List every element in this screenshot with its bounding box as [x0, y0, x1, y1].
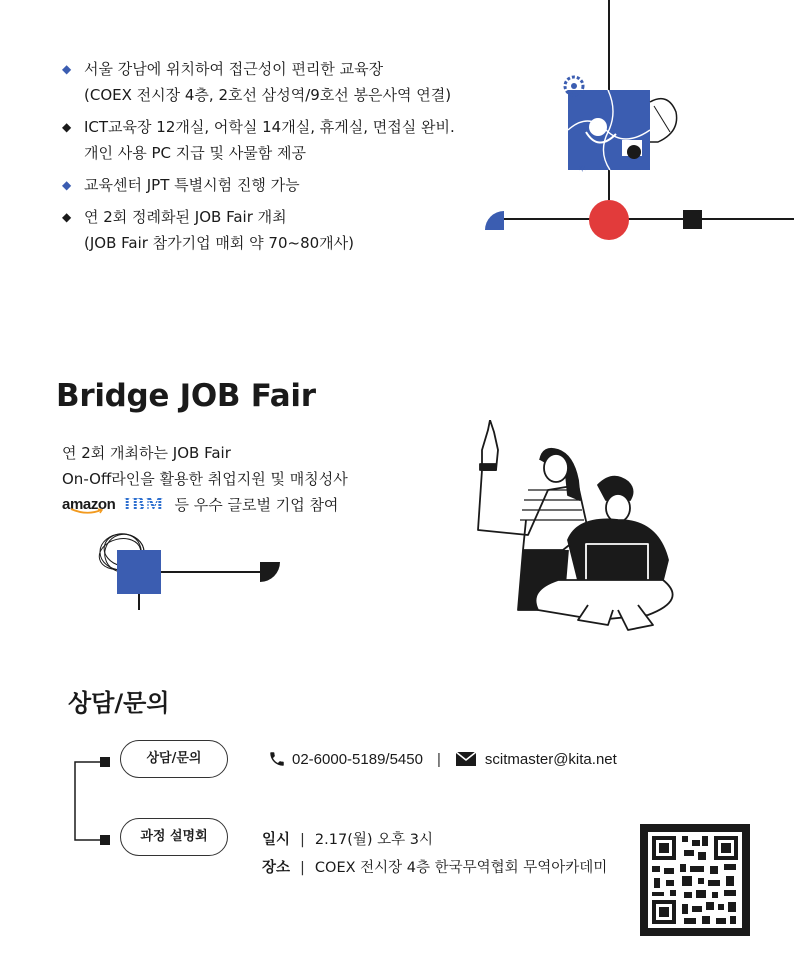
amazon-smile-icon: [70, 508, 104, 515]
place-label: 장소: [262, 860, 291, 876]
date-label: 일시: [262, 832, 291, 848]
amazon-logo: [62, 492, 115, 518]
contact-divider: |: [436, 750, 441, 768]
bridge-description: [62, 440, 348, 518]
briefing-date-row: [262, 826, 607, 854]
deco-spiral-shape: [92, 522, 282, 612]
feature-text: 서울 강남에 위치하여 접근성이 편리한 교육장: [84, 60, 384, 78]
bridge-logo-row: [62, 492, 348, 518]
diamond-bullet-icon: ◆: [62, 210, 72, 224]
svg-text:✶: ✶: [578, 164, 587, 175]
feature-item: [62, 56, 502, 108]
contact-row: [268, 750, 617, 768]
bridge-line-2: On-Off라인을 활용한 취업지원 및 매칭성사: [62, 470, 348, 488]
puzzle-illustration: [558, 72, 684, 177]
briefing-label-pill: 과정 설명회: [120, 818, 228, 856]
place-value: COEX 전시장 4층 한국무역협회 무역아카데미: [314, 860, 608, 876]
mail-icon: [455, 751, 477, 767]
feature-item: [62, 172, 502, 198]
diamond-bullet-icon: ◆: [62, 62, 72, 76]
feature-text: 연 2회 정례화된 JOB Fair 개최: [84, 208, 287, 226]
red-circle-shape: [589, 200, 629, 240]
inquiry-label-pill: 상담/문의: [120, 740, 228, 778]
email-address[interactable]: scitmaster@kita.net: [484, 750, 617, 768]
feature-text: 개인 사용 PC 지급 및 사물함 제공: [84, 144, 307, 162]
feature-item: [62, 114, 502, 166]
feature-text: (COEX 전시장 4층, 2호선 삼성역/9호선 봉은사역 연결): [84, 86, 452, 104]
amazon-logo-text: amazon: [62, 496, 116, 513]
bridge-job-fair-title: Bridge JOB Fair: [56, 378, 316, 414]
bridge-line-3: 등 우수 글로벌 기업 참여: [174, 496, 339, 514]
black-square-shape: [683, 210, 702, 229]
briefing-place-row: [262, 854, 607, 882]
phone-number[interactable]: 02-6000-5189/5450: [292, 750, 423, 768]
bridge-line-1: 연 2회 개최하는 JOB Fair: [62, 444, 231, 462]
qr-code-pattern: [640, 824, 750, 936]
qr-code[interactable]: [640, 824, 750, 936]
ibm-logo: IBM: [123, 492, 164, 518]
feature-text: ICT교육장 12개실, 어학실 14개실, 휴게실, 면접실 완비.: [84, 118, 455, 136]
contact-section-title: 상담/문의: [68, 689, 170, 717]
date-value: 2.17(월) 오후 3시: [314, 832, 433, 848]
info-sep: |: [300, 832, 305, 848]
briefing-info: [262, 826, 607, 882]
people-illustration: [468, 420, 683, 635]
diamond-bullet-icon: ◆: [62, 120, 72, 134]
feature-list: [62, 56, 502, 262]
feature-text: (JOB Fair 참가기업 매회 약 70~80개사): [84, 234, 354, 252]
info-sep: |: [300, 860, 305, 876]
phone-icon: [268, 750, 286, 768]
diamond-bullet-icon: ◆: [62, 178, 72, 192]
feature-item: [62, 204, 502, 256]
feature-text: 교육센터 JPT 특별시험 진행 가능: [84, 176, 300, 194]
